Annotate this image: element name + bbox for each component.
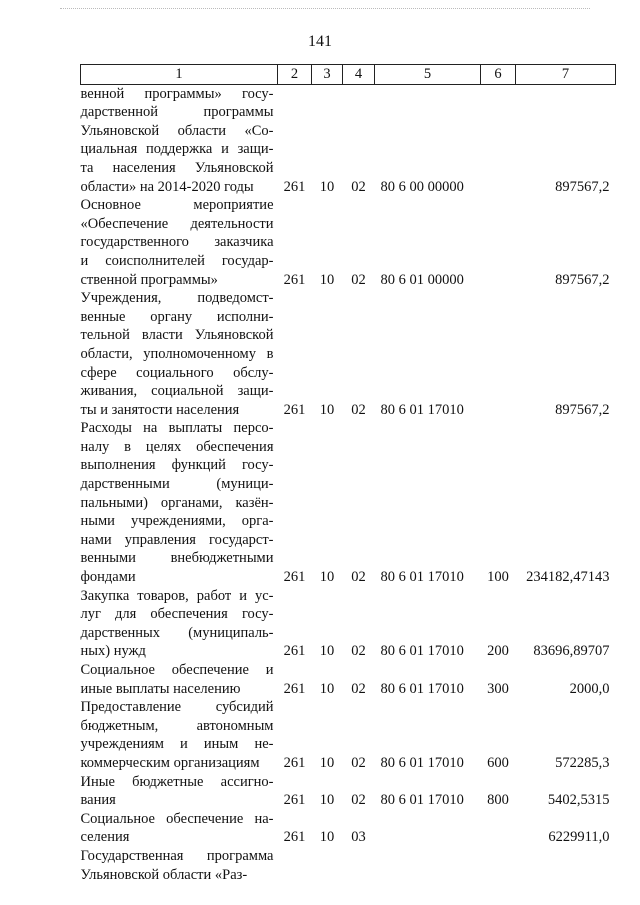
description-line: ных) нужд	[80, 643, 146, 660]
description-line: луг для обеспечения госу-	[80, 606, 274, 623]
target-article-code: 80 6 01 17010	[380, 754, 464, 771]
description-line: дарственными (муници-	[80, 476, 274, 493]
admin-code: 261	[283, 271, 306, 288]
description-line: венными внебюджетными	[80, 550, 274, 567]
expense-type-code	[481, 84, 516, 196]
amount: 83696,89707	[533, 643, 610, 660]
admin-code	[278, 847, 312, 884]
description-line: циальная поддержка и защи-	[80, 141, 274, 158]
header-col-2: 2	[278, 65, 312, 85]
target-article-code: 80 6 00 00000	[380, 178, 464, 195]
table-row	[81, 196, 616, 289]
expense-type-code	[481, 847, 516, 884]
subsection-code: 02	[351, 178, 366, 195]
section-code: 10	[319, 792, 335, 809]
budget-table	[80, 64, 616, 884]
row-description	[81, 196, 278, 289]
description-line: Ульяновской области «Раз-	[80, 866, 248, 883]
expense-type-code: 300	[487, 680, 509, 697]
description-line: налу в целях обеспечения	[80, 438, 274, 455]
row-description	[81, 847, 278, 884]
subsection-code	[343, 847, 375, 884]
admin-code: 261	[283, 829, 306, 846]
row-description	[81, 84, 278, 196]
admin-code: 261	[283, 569, 306, 586]
target-article-code	[375, 810, 481, 847]
expense-type-code: 200	[487, 643, 509, 660]
description-line: вания	[80, 792, 116, 809]
subsection-code: 02	[351, 754, 366, 771]
scan-noise	[60, 8, 590, 11]
description-line: выполнения функций госу-	[80, 457, 274, 474]
description-line: и соисполнителей государ-	[80, 252, 274, 269]
subsection-code: 02	[351, 401, 366, 418]
header-col-3: 3	[312, 65, 343, 85]
amount: 234182,47143	[526, 569, 610, 586]
subsection-code: 02	[351, 680, 366, 697]
description-line: учреждениям и иным не-	[80, 736, 274, 753]
row-description	[81, 661, 278, 698]
table-row	[81, 419, 616, 586]
target-article-code: 80 6 01 00000	[380, 271, 464, 288]
page-number: 141	[308, 33, 332, 50]
amount: 6229911,0	[548, 829, 610, 846]
description-line: венные органу исполни-	[80, 308, 274, 325]
description-line: Иные бюджетные ассигно-	[80, 773, 274, 790]
description-line: ными учреждениями, орга-	[80, 513, 274, 530]
admin-code: 261	[283, 792, 306, 809]
table-row	[81, 698, 616, 772]
amount: 897567,2	[555, 178, 610, 195]
description-line: Социальное обеспечение и	[80, 662, 274, 678]
description-line: селения	[80, 829, 130, 846]
target-article-code: 80 6 01 17010	[380, 680, 464, 697]
section-code: 10	[319, 643, 335, 660]
row-description	[81, 587, 278, 661]
amount	[516, 847, 616, 884]
header-row	[81, 65, 616, 85]
table-row	[81, 84, 616, 196]
description-line: области» на 2014-2020 годы	[80, 178, 254, 195]
section-code: 10	[319, 829, 335, 846]
subsection-code: 02	[351, 792, 366, 809]
description-line: Учреждения, подведомст-	[80, 290, 274, 307]
amount: 572285,3	[555, 754, 610, 771]
admin-code: 261	[283, 754, 306, 771]
header-col-7: 7	[516, 65, 616, 85]
row-description	[81, 810, 278, 847]
admin-code: 261	[283, 401, 306, 418]
description-line: Расходы на выплаты персо-	[80, 420, 274, 437]
target-article-code: 80 6 01 17010	[380, 401, 464, 418]
row-description	[81, 289, 278, 419]
description-line: бюджетным, автономным	[80, 717, 274, 734]
table-row	[81, 587, 616, 661]
admin-code: 261	[283, 178, 306, 195]
description-line: «Обеспечение деятельности	[80, 215, 274, 232]
row-description	[81, 698, 278, 772]
expense-type-code: 100	[487, 569, 509, 586]
table-row	[81, 773, 616, 810]
description-line: Ульяновской области «Со-	[80, 122, 274, 139]
description-line: дарственных (муниципаль-	[80, 624, 274, 641]
description-line: та населения Ульяновской	[80, 159, 274, 176]
header-col-4: 4	[343, 65, 375, 85]
subsection-code: 03	[351, 829, 366, 846]
admin-code: 261	[283, 680, 306, 697]
description-line: Предоставление субсидий	[80, 699, 274, 716]
section-code: 10	[319, 178, 335, 195]
expense-type-code	[481, 289, 516, 419]
target-article-code: 80 6 01 17010	[380, 792, 464, 809]
expense-type-code	[481, 196, 516, 289]
table-row	[81, 661, 616, 698]
amount: 2000,0	[569, 680, 610, 697]
section-code: 10	[319, 401, 335, 418]
row-description	[81, 419, 278, 586]
description-line: государственного заказчика	[80, 234, 274, 251]
admin-code: 261	[283, 643, 306, 660]
table-row	[81, 847, 616, 884]
table-row	[81, 810, 616, 847]
header-col-5: 5	[375, 65, 481, 85]
subsection-code: 02	[351, 569, 366, 586]
description-line: дарственной программы	[80, 104, 274, 121]
description-line: фондами	[80, 569, 136, 586]
amount: 5402,5315	[547, 792, 610, 809]
section-code: 10	[319, 754, 335, 771]
description-line: ственной программы»	[80, 271, 218, 288]
expense-type-code: 600	[487, 754, 509, 771]
description-line: живания, социальной защи-	[80, 383, 274, 400]
expense-type-code	[481, 810, 516, 847]
description-line: коммерческим организациям	[80, 754, 260, 771]
section-code: 10	[319, 569, 335, 586]
section-code: 10	[319, 271, 335, 288]
amount: 897567,2	[555, 401, 610, 418]
expense-type-code: 800	[487, 792, 509, 809]
header-col-1: 1	[81, 65, 278, 85]
header-col-6: 6	[481, 65, 516, 85]
description-line: тельной власти Ульяновской	[80, 327, 274, 344]
subsection-code: 02	[351, 271, 366, 288]
description-line: иные выплаты населению	[80, 680, 241, 697]
description-line: Закупка товаров, работ и ус-	[80, 587, 274, 604]
subsection-code: 02	[351, 643, 366, 660]
table-row	[81, 289, 616, 419]
description-line: Основное мероприятие	[80, 197, 274, 214]
description-line: ты и занятости населения	[80, 401, 240, 418]
description-line: пальными) органами, казён-	[80, 494, 274, 511]
section-code: 10	[319, 680, 335, 697]
description-line: Государственная программа	[80, 847, 274, 864]
description-line: венной программы» госу-	[80, 85, 274, 102]
section-code	[312, 847, 343, 884]
target-article-code	[375, 847, 481, 884]
target-article-code: 80 6 01 17010	[380, 643, 464, 660]
amount: 897567,2	[555, 271, 610, 288]
description-line: нами управления государст-	[80, 531, 274, 548]
description-line: сфере социального обслу-	[80, 364, 274, 381]
description-line: области, уполномоченному в	[80, 345, 274, 362]
target-article-code: 80 6 01 17010	[380, 569, 464, 586]
description-line: Социальное обеспечение на-	[80, 810, 274, 827]
table-body	[81, 84, 616, 884]
row-description	[81, 773, 278, 810]
